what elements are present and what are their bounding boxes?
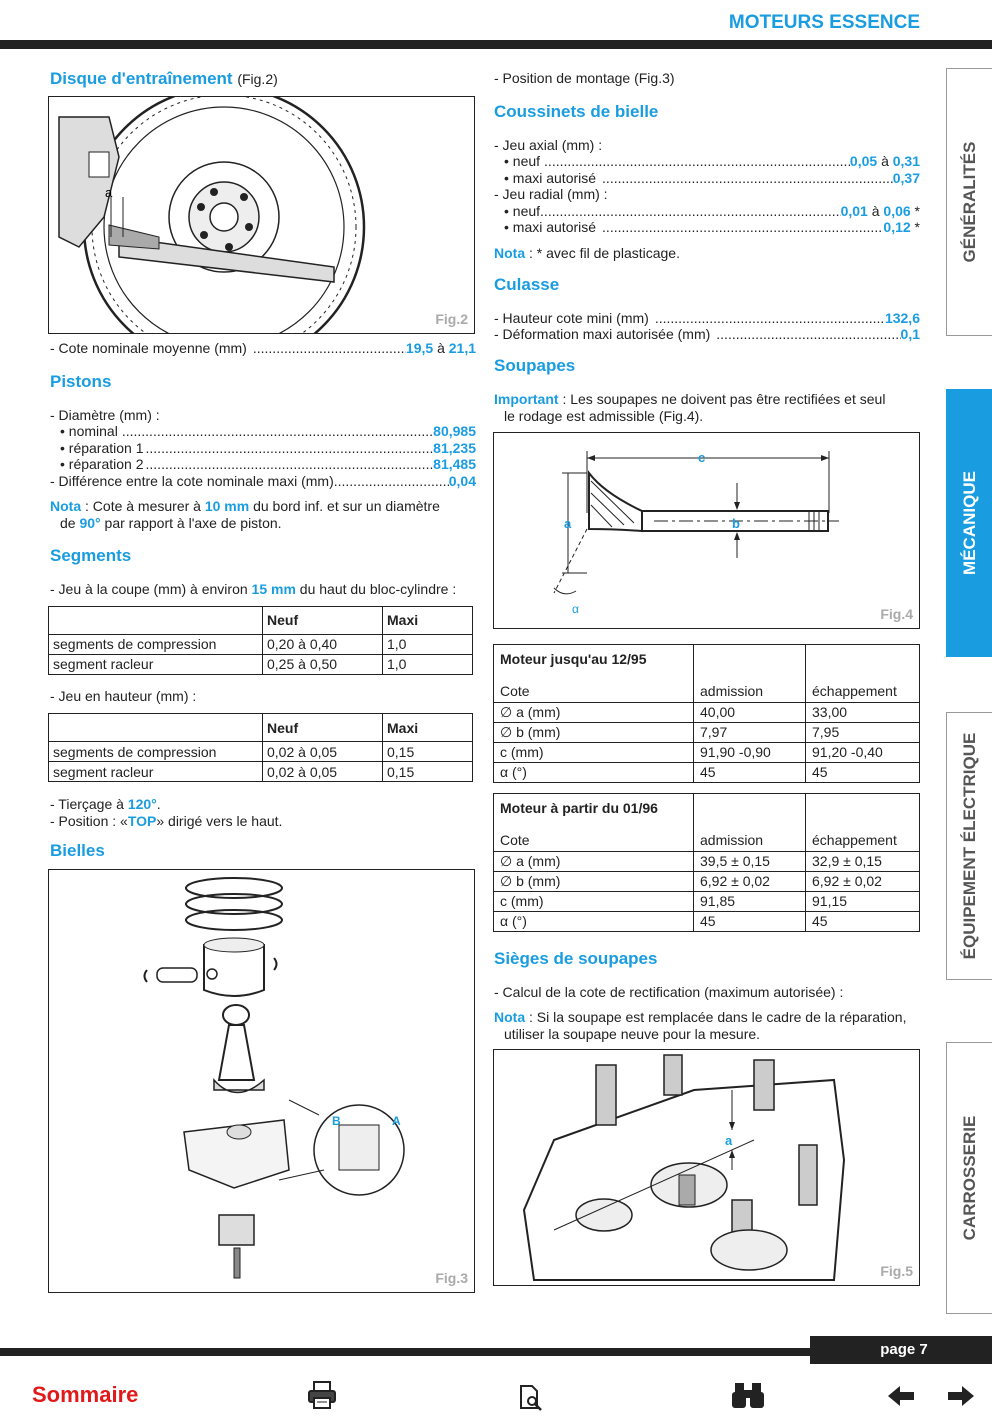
nota-text: du bord inf. et sur un diamètre	[249, 498, 440, 514]
table-cell: 91,20 -0,40	[806, 742, 920, 762]
pistons-diff-value: 0,04	[448, 472, 476, 489]
table-header-cell: Maxi	[383, 714, 473, 742]
sieges-calcul: - Calcul de la cote de rectification (maximum autorisée) :	[494, 983, 844, 1000]
dot-leader	[602, 170, 893, 187]
label: • maxi autorisé	[504, 219, 597, 235]
nota-text: : Si la soupape est remplacée dans le cadre de la réparation,	[525, 1009, 907, 1025]
coussinets-block	[494, 137, 920, 262]
pistons-rep1-value: 81,235	[433, 439, 476, 456]
disque-cote-label: - Cote nominale moyenne (mm)	[50, 340, 247, 356]
table-row	[49, 762, 473, 782]
soupapes-table-1	[493, 644, 920, 783]
tab-carrosserie[interactable]	[946, 1042, 992, 1314]
pistons-rep2-line	[50, 456, 476, 473]
top-bar	[0, 40, 992, 49]
coussinets-jeu-radial: - Jeu radial (mm) :	[494, 186, 608, 202]
table-cell: 91,85	[694, 891, 806, 911]
pistons-rep2-label: • réparation 2	[60, 456, 144, 472]
disque-cote-line	[50, 340, 476, 357]
text: à	[871, 202, 880, 219]
dot-leader	[716, 326, 900, 343]
dot-leader	[146, 440, 434, 457]
pistons-nominal-label: • nominal	[60, 423, 118, 439]
text: *	[910, 202, 920, 219]
table-cell: 45	[694, 762, 806, 782]
table-cell: 91,90 -0,90	[694, 742, 806, 762]
soupapes-important	[494, 391, 920, 425]
table-header-cell: admission	[694, 821, 806, 851]
table-header-cell: Cote	[494, 672, 694, 702]
table-header-cell	[49, 606, 263, 634]
disque-cote-v2: 21,1	[448, 340, 476, 356]
text: - Tierçage à	[50, 796, 128, 812]
nota-text: : * avec fil de plasticage.	[525, 244, 680, 261]
nota-text: : Cote à mesurer à	[81, 498, 205, 514]
fig3-marker-a: A	[392, 1114, 401, 1128]
segments-jeu-coupe	[50, 581, 476, 598]
segments-table-2	[48, 713, 473, 782]
connecting-rod-illustration	[49, 870, 475, 1293]
value: TOP	[127, 812, 157, 829]
fig2-marker-a: a	[105, 185, 113, 200]
value: 0,06	[883, 202, 911, 219]
value: 0,12	[883, 219, 911, 235]
table-header-cell: Neuf	[263, 606, 383, 634]
value: 15 mm	[251, 581, 296, 597]
table-cell: 1,0	[383, 634, 473, 654]
text: à	[881, 153, 889, 169]
table-header-cell: admission	[694, 672, 806, 702]
sieges-nota	[494, 1009, 920, 1043]
culasse-block	[494, 310, 920, 343]
nota-continuation	[50, 515, 476, 532]
fig4-marker-b: b	[732, 515, 740, 531]
position-montage: - Position de montage (Fig.3)	[494, 70, 675, 86]
value: 0,01	[840, 202, 868, 219]
table-cell: ∅ a (mm)	[494, 702, 694, 722]
table-cell: α (°)	[500, 764, 527, 780]
segments-jeu-hauteur: - Jeu en hauteur (mm) :	[50, 687, 197, 704]
table-cell: segment racleur	[53, 656, 154, 672]
figure-4-valve	[493, 432, 920, 629]
fig3-marker-b: B	[332, 1114, 341, 1128]
section-title-sieges: Sièges de soupapes	[494, 948, 658, 968]
table-title-cell: Moteur jusqu'au 12/95	[500, 650, 647, 667]
table-cell: 6,92 ± 0,02	[694, 871, 806, 891]
table-cell: 0,25 à 0,50	[263, 654, 383, 674]
table-cell: 33,00	[806, 702, 920, 722]
bottom-bar	[0, 1348, 810, 1356]
printer-icon[interactable]	[306, 1380, 338, 1413]
segments-notes	[50, 796, 476, 829]
flywheel-illustration	[49, 97, 475, 334]
text: .	[156, 796, 161, 812]
table-cell: 1,0	[383, 654, 473, 674]
section-title-soupapes: Soupapes	[494, 355, 576, 375]
page-number: page 7	[810, 1336, 992, 1364]
pistons-diff-label: - Différence entre la cote nominale maxi (mm)	[50, 472, 334, 489]
dot-leader	[122, 423, 433, 440]
text: : Les soupapes ne doivent pas être rectifiées et seul	[558, 390, 886, 407]
figure-3-connecting-rod	[48, 869, 475, 1293]
value-range	[841, 203, 920, 220]
section-title-pistons: Pistons	[50, 371, 112, 391]
table-header-row	[494, 672, 920, 702]
table-cell: 7,97	[694, 722, 806, 742]
tab-label: GÉNÉRALITÉS	[959, 141, 979, 263]
table-header-cell: Cote	[494, 821, 694, 851]
section-title-disque	[50, 68, 476, 90]
table-cell: α (°)	[500, 913, 527, 929]
value: 0,05	[849, 153, 878, 169]
dot-leader	[544, 153, 850, 170]
table-cell: 32,9 ± 0,15	[806, 851, 920, 871]
pistons-nota	[50, 498, 476, 532]
table-cell: c (mm)	[494, 891, 694, 911]
nota-label: Nota	[50, 498, 82, 514]
section-title-culasse: Culasse	[494, 274, 560, 294]
table-row	[494, 891, 920, 911]
disque-title-text: Disque d'entraînement	[50, 69, 233, 88]
coussinets-jeu-axial: - Jeu axial (mm) :	[494, 136, 603, 153]
table-title-row	[494, 793, 920, 821]
table-title-cell: Moteur à partir du 01/96	[500, 799, 658, 816]
table-cell: ∅ b (mm)	[494, 871, 694, 891]
table-cell: 91,15	[806, 891, 920, 911]
table-cell	[694, 644, 806, 672]
label: • neuf	[504, 202, 541, 219]
table-cell: 7,95	[806, 722, 920, 742]
text: » dirigé vers le haut.	[156, 812, 283, 829]
nota-text: de	[60, 515, 80, 531]
soupapes-table-2	[493, 793, 920, 932]
fig4-marker-a: a	[564, 515, 572, 531]
table-header-row	[49, 606, 473, 634]
table-row	[49, 742, 473, 762]
text: *	[910, 219, 920, 235]
pistons-diam-label: - Diamètre (mm) :	[50, 406, 160, 423]
fig2-label: Fig.2	[435, 311, 468, 327]
cylinder-head-illustration	[494, 1050, 920, 1286]
coussinets-nota	[494, 245, 920, 262]
figure-2-flywheel	[48, 96, 475, 334]
label: - Déformation maxi autorisée (mm)	[494, 326, 711, 342]
table-header-cell: échappement	[806, 672, 920, 702]
table-row	[49, 634, 473, 654]
disque-fig-ref: (Fig.2)	[237, 71, 278, 87]
table-cell: c (mm)	[494, 742, 694, 762]
value: 120°	[127, 796, 157, 812]
section-title-bielles: Bielles	[50, 841, 105, 860]
valve-illustration	[494, 433, 920, 629]
fig4-marker-alpha: α	[572, 601, 579, 616]
pistons-rep2-value: 81,485	[433, 456, 476, 472]
dot-leader	[655, 310, 885, 327]
value: 0,37	[892, 169, 920, 186]
tab-label: MÉCANIQUE	[959, 471, 979, 575]
table-header-cell: Neuf	[263, 714, 383, 742]
table-header-row	[494, 821, 920, 851]
coussinets-rneuf-line	[494, 203, 920, 220]
text: - Jeu à la coupe (mm) à environ	[50, 581, 252, 597]
culasse-deform-line	[494, 326, 920, 343]
segments-table-1	[48, 606, 473, 675]
table-cell: 0,02 à 0,05	[263, 762, 383, 782]
disque-cote-v1: 19,5	[405, 340, 434, 356]
dot-leader	[146, 456, 434, 473]
sommaire-link[interactable]: Sommaire	[32, 1382, 139, 1407]
disque-cote-value	[406, 340, 476, 357]
table-cell: 0,15	[383, 742, 473, 762]
important-label: Important	[494, 390, 559, 407]
table-cell: 40,00	[694, 702, 806, 722]
pistons-diff-line	[50, 473, 476, 490]
document-search-icon[interactable]	[518, 1384, 544, 1415]
tab-generalites[interactable]	[946, 68, 992, 336]
arrow-left-icon[interactable]	[886, 1384, 916, 1411]
table-cell: 6,92 ± 0,02	[806, 871, 920, 891]
label: • maxi autorisé	[504, 169, 597, 186]
value: 132,6	[884, 309, 920, 326]
segments-position	[50, 813, 476, 830]
table-header-cell: échappement	[806, 821, 920, 851]
disque-cote-sep: à	[437, 340, 445, 356]
value: 0,1	[900, 326, 920, 342]
nota-value: 90°	[79, 515, 101, 531]
segments-tiercage	[50, 796, 476, 813]
table-row	[494, 702, 920, 722]
text: le rodage est admissible (Fig.4).	[504, 407, 704, 424]
table-row	[494, 871, 920, 891]
table-cell: 45	[806, 762, 920, 782]
fig5-marker-a: a	[725, 1133, 733, 1148]
culasse-hauteur-line	[494, 310, 920, 327]
fig4-label: Fig.4	[880, 605, 913, 622]
table-header-cell	[49, 714, 263, 742]
binoculars-icon[interactable]	[730, 1380, 766, 1413]
right-column	[494, 68, 920, 1286]
nota-label: Nota	[494, 1009, 526, 1025]
label: - Hauteur cote mini (mm)	[494, 309, 649, 326]
table-cell	[806, 793, 920, 821]
table-cell: 0,15	[383, 762, 473, 782]
tab-mecanique[interactable]	[946, 389, 992, 657]
pistons-block	[50, 407, 476, 533]
dot-leader	[334, 473, 449, 490]
table-header-row	[49, 714, 473, 742]
table-row	[494, 762, 920, 782]
pistons-rep1-line	[50, 440, 476, 457]
table-cell: 0,20 à 0,40	[263, 634, 383, 654]
header-title: MOTEURS ESSENCE	[728, 12, 920, 33]
value-range	[850, 153, 920, 170]
value: 0,31	[892, 153, 920, 169]
table-cell: segments de compression	[49, 634, 263, 654]
tab-label: ÉQUIPEMENT ÉLECTRIQUE	[959, 732, 979, 960]
table-row	[49, 654, 473, 674]
nota-value: 10 mm	[204, 498, 250, 514]
table-cell: segments de compression	[49, 742, 263, 762]
dot-leader	[540, 203, 841, 220]
tab-label: CARROSSERIE	[959, 1115, 979, 1241]
dot-leader	[253, 340, 406, 357]
table-cell: ∅ b (mm)	[494, 722, 694, 742]
table-cell: 39,5 ± 0,15	[694, 851, 806, 871]
coussinets-rmaxi-line	[494, 219, 920, 236]
text: - Position : «	[50, 812, 128, 829]
figure-5-cylinder-head	[493, 1049, 920, 1286]
label: • neuf	[504, 153, 541, 169]
table-cell: 0,02 à 0,05	[263, 742, 383, 762]
fig5-label: Fig.5	[880, 1263, 913, 1279]
pistons-nominal-line	[50, 423, 476, 440]
table-title-row	[494, 644, 920, 672]
table-cell: segment racleur	[53, 763, 154, 780]
fig4-marker-c: c	[698, 449, 706, 465]
nota-text: utiliser la soupape neuve pour la mesure.	[504, 1026, 761, 1042]
nota-label: Nota	[494, 244, 526, 261]
nota-text: par rapport à l'axe de piston.	[100, 515, 282, 531]
section-title-coussinets: Coussinets de bielle	[494, 101, 659, 121]
table-row	[494, 722, 920, 742]
table-cell: 45	[694, 911, 806, 931]
tab-equipement-electrique[interactable]	[946, 712, 992, 980]
left-column	[50, 68, 476, 1293]
coussinets-maxi-line	[494, 170, 920, 187]
table-header-cell: Maxi	[383, 606, 473, 634]
table-cell	[694, 793, 806, 821]
table-cell	[806, 644, 920, 672]
arrow-right-icon[interactable]	[946, 1384, 976, 1411]
pistons-nominal-value: 80,985	[433, 423, 476, 439]
coussinets-neuf-line	[494, 153, 920, 170]
table-row	[494, 851, 920, 871]
pistons-rep1-label: • réparation 1	[60, 439, 144, 456]
table-cell: 45	[806, 911, 920, 931]
fig3-label: Fig.3	[435, 1270, 468, 1286]
section-title-segments: Segments	[50, 546, 132, 565]
table-row	[494, 742, 920, 762]
value-star	[883, 219, 920, 236]
text: du haut du bloc-cylindre :	[295, 581, 457, 597]
table-row	[494, 911, 920, 931]
table-cell: ∅ a (mm)	[494, 851, 694, 871]
dot-leader	[602, 219, 883, 236]
